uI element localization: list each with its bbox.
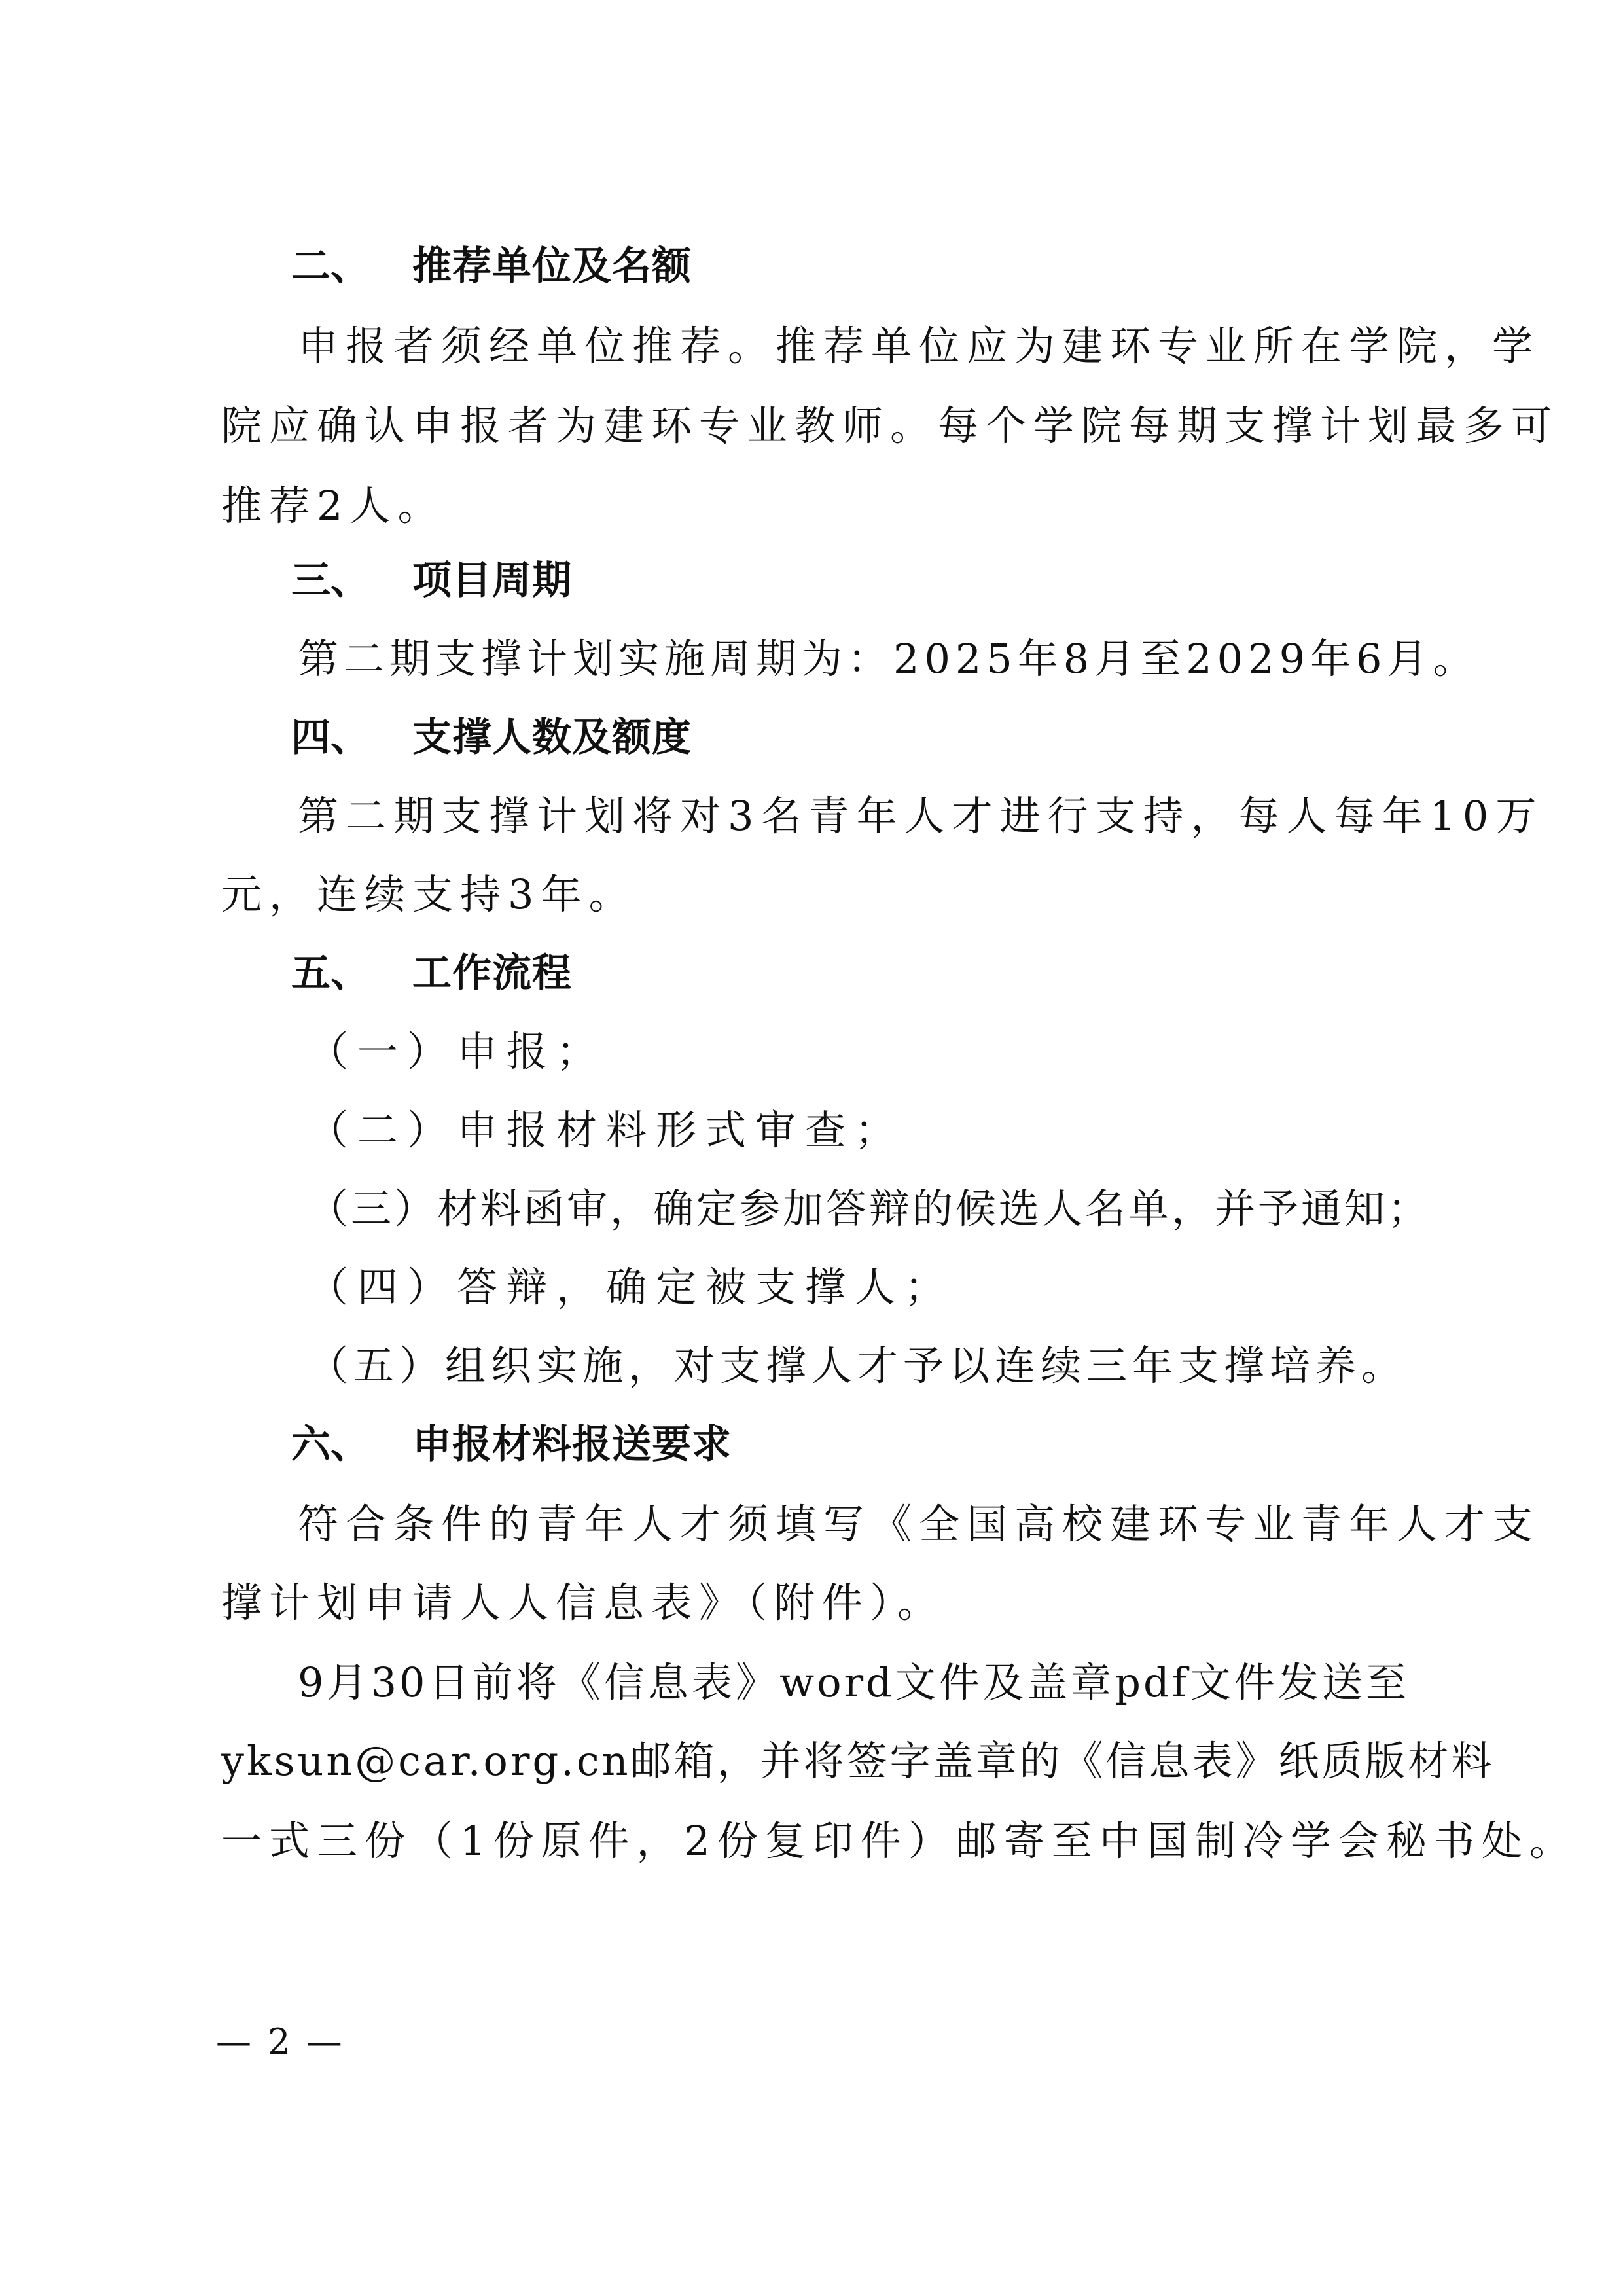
section-number: 三、 [291, 558, 370, 603]
workflow-item: （三）材料函审，确定参加答辩的候选人名单，并予通知； [308, 1185, 1431, 1232]
paragraph-line: 推荐2人。 [221, 482, 446, 529]
section-number: 五、 [291, 950, 370, 996]
page-number: — 2 — [216, 2021, 345, 2062]
paragraph-line: 符合条件的青年人才须填写《全国高校建环专业青年人才支 [298, 1500, 1541, 1548]
paragraph-line: 9月30日前将《信息表》word文件及盖章pdf文件发送至 [298, 1659, 1409, 1706]
section-heading-4 [291, 698, 1479, 778]
workflow-item: （一）申报； [308, 1028, 607, 1075]
section-title: 推荐单位及名额 [412, 243, 692, 289]
paragraph-line: 申报者须经单位推荐。推荐单位应为建环专业所在学院，学 [298, 322, 1541, 370]
workflow-item: （五）组织实施，对支撑人才予以连续三年支撑培养。 [308, 1342, 1408, 1390]
paragraph-line: 一式三份（1份原件，2份复印件）邮寄至中国制冷学会秘书处。 [221, 1817, 1577, 1865]
section-title: 申报材料报送要求 [412, 1422, 732, 1467]
section-heading-5 [291, 933, 1479, 1013]
workflow-item: （四）答辩，确定被支撑人； [308, 1263, 955, 1311]
section-title: 工作流程 [412, 950, 572, 996]
paragraph-line: 元，连续支持3年。 [221, 870, 637, 918]
paragraph-line: 第二期支撑计划实施周期为：2025年8月至2029年6月。 [298, 635, 1479, 683]
workflow-item: （二）申报材料形式审查； [308, 1106, 905, 1154]
section-title: 支撑人数及额度 [412, 715, 692, 761]
paragraph-line: 撑计划申请人人信息表》（附件）。 [221, 1579, 946, 1626]
section-number: 二、 [291, 243, 370, 289]
paragraph-line: 第二期支撑计划将对3名青年人才进行支持，每人每年10万 [298, 792, 1544, 840]
email-line: yksun@car.org.cn邮箱，并将签字盖章的《信息表》纸质版材料 [221, 1737, 1495, 1785]
section-heading-3 [291, 541, 1479, 620]
paragraph-line: 院应确认申报者为建环专业教师。每个学院每期支撑计划最多可 [221, 402, 1560, 450]
section-title: 项目周期 [412, 558, 572, 603]
section-heading-6 [291, 1405, 1479, 1484]
section-number: 六、 [291, 1422, 370, 1467]
section-heading-2 [291, 226, 1479, 306]
section-number: 四、 [291, 715, 370, 761]
